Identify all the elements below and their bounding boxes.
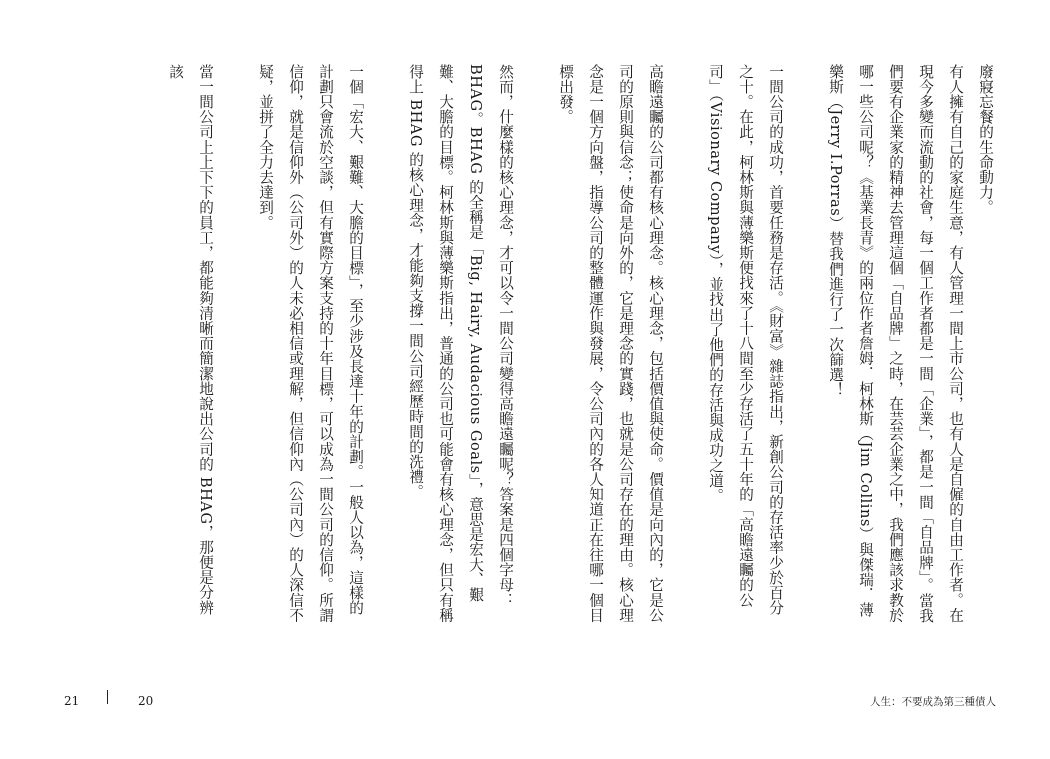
paragraph: 一個「宏大、艱難、大膽的目標」，至少涉及長達十年的計劃。一般人以為，這樣的計劃只會流於空談，但有實際方案支持的十年目標，可以成為一間公司的信仰。所謂信仰，就是信仰外（公司外）的人未必相信或理解，但信仰內（公司內）的人深信不疑，並拼了全力去達到。 — [257, 64, 364, 623]
paragraph: 然而，什麼樣的核心理念，才可以令一間公司變得高瞻遠矚呢？答案是四個字母：BHAG。BHAG 的全稱是「Big, Hairy, Audacious Goals」，意思是宏大、艱難、大膽的目標。柯林斯與薄樂斯指出，普通的公司也可能會有核心理念，但只有稱得上 BHAG 的核心理念，才能夠支撐一間公司經歷時間的洗禮。 — [407, 64, 514, 623]
paragraph: 一間公司的成功，首要任務是存活。《財富》雜誌指出，新創公司的存活率少於百分之十。在此，柯林斯與薄樂斯便找來了十八間至少存活了五十年的「高瞻遠矚的公司」（Visionary Company），並找出了他們的存活與成功之道。 — [707, 64, 784, 616]
paragraph: 高瞻遠矚的公司都有核心理念。核心理念，包括價值與使命。價值是向內的，它是公司的原則與信念；使命是向外的，它是理念的實踐，也就是公司存在的理由。核心理念是一個方向盤，指導公司的整體運作與發展，令公司內的各人知道正在往哪一個目標出發。 — [557, 64, 664, 623]
page-divider — [107, 690, 108, 704]
running-head: 人生：不要成為第三種債人 — [870, 696, 996, 708]
vertical-text-body — [40, 64, 1000, 624]
paragraph: 廢寢忘餐的生命動力。 — [977, 64, 994, 215]
paragraph: 當一間公司上上下下的員工，都能夠清晰而簡潔地說出公司的 BHAG，那便是分辨該 — [167, 64, 214, 616]
page-number-right: 20 — [138, 694, 154, 708]
page-number-left: 21 — [64, 694, 80, 708]
paragraph: 有人擁有自己的家庭生意，有人管理一間上市公司，也有人是自僱的自由工作者。在現今多變而流動的社會，每一個工作者都是一間「企業」，都是一間「自品牌」。當我們要有企業家的精神去管理這個「自品牌」之時，在芸芸企業之中，我們應該求教於哪一些公司呢？《基業長青》的兩位作者詹姆．柯林斯（Jim Collins）與傑瑞．薄樂斯（Jerry I.Porras）替我們進行了一次篩選！ — [827, 64, 964, 624]
